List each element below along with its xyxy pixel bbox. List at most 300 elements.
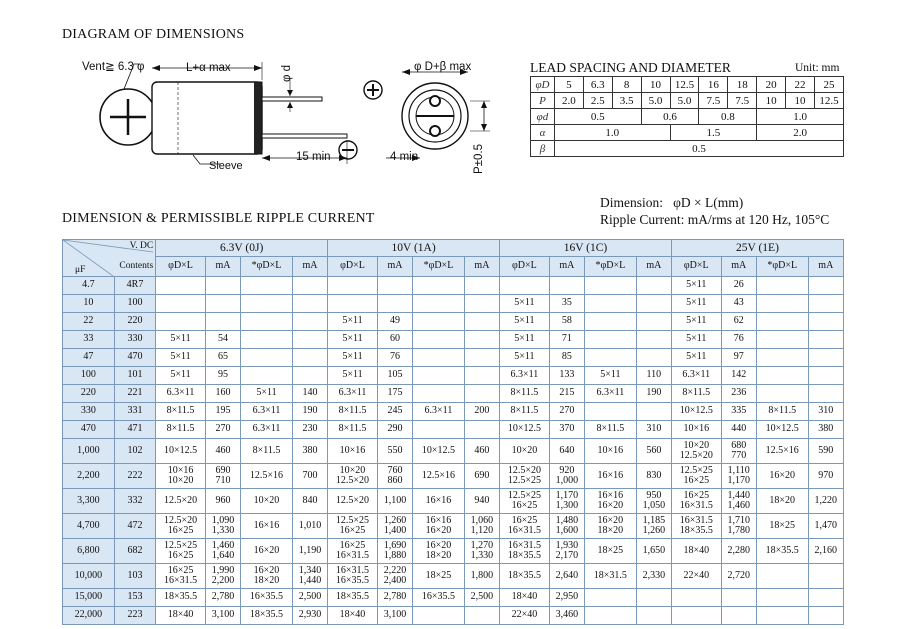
pitch-cell: 10 <box>786 93 815 109</box>
ripple-ma-cell: 1,170 1,300 <box>549 489 584 514</box>
size-cell <box>241 349 293 367</box>
lead-row-wire-diameter <box>531 109 844 125</box>
size-cell <box>756 331 808 349</box>
size-cell: 18×40 <box>500 589 550 607</box>
size-cell <box>671 589 721 607</box>
size-cell <box>756 607 808 625</box>
ripple-ma-cell: 1,990 2,200 <box>205 564 240 589</box>
size-cell: 12.5×20 <box>156 489 206 514</box>
capacitance-cell: 10,000 <box>63 564 115 589</box>
code-cell: 103 <box>114 564 155 589</box>
ripple-ma-cell: 1,090 1,330 <box>205 514 240 539</box>
size-cell: 22×40 <box>671 564 721 589</box>
ripple-ma-cell <box>464 349 499 367</box>
ripple-ma-cell <box>721 607 756 625</box>
pitch-cell: 2.5 <box>583 93 612 109</box>
ripple-ma-cell <box>292 277 327 295</box>
size-cell <box>756 313 808 331</box>
ripple-ma-cell: 160 <box>205 385 240 403</box>
ripple-ma-cell: 290 <box>377 421 412 439</box>
ripple-ma-cell <box>808 349 843 367</box>
ripple-ma-cell <box>808 313 843 331</box>
length-label: L+α max <box>186 62 231 74</box>
size-cell <box>241 331 293 349</box>
sub-header-cell: *φD×L <box>241 257 293 277</box>
sub-header-cell: mA <box>721 257 756 277</box>
size-cell <box>241 313 293 331</box>
ripple-ma-cell: 95 <box>205 367 240 385</box>
ripple-ma-cell: 2,930 <box>292 607 327 625</box>
ripple-ma-cell: 2,500 <box>464 589 499 607</box>
size-cell: 10×20 <box>241 489 293 514</box>
ripple-ma-cell: 65 <box>205 349 240 367</box>
ripple-ma-cell: 105 <box>377 367 412 385</box>
ripple-ma-cell: 560 <box>636 439 671 464</box>
size-cell: 18×35.5 <box>241 607 293 625</box>
size-cell: 12.5×20 12.5×25 <box>500 464 550 489</box>
ripple-ma-cell: 43 <box>721 295 756 313</box>
ripple-ma-cell: 1,190 <box>292 539 327 564</box>
ripple-ma-cell: 1,480 1,600 <box>549 514 584 539</box>
size-cell <box>156 277 206 295</box>
ripple-ma-cell: 440 <box>721 421 756 439</box>
size-cell: 5×11 <box>500 331 550 349</box>
sub-header-cell: mA <box>292 257 327 277</box>
end-view-lead-top <box>430 96 440 106</box>
ripple-ma-cell: 380 <box>292 439 327 464</box>
size-cell: 16×20 18×20 <box>241 564 293 589</box>
ripple-ma-cell <box>549 277 584 295</box>
lead-row-beta <box>531 141 844 157</box>
ripple-ma-cell <box>808 607 843 625</box>
size-cell: 5×11 <box>671 277 721 295</box>
diameter-cell: 22 <box>786 77 815 93</box>
size-cell: 16×35.5 <box>241 589 293 607</box>
ripple-ma-cell: 58 <box>549 313 584 331</box>
capacitance-cell: 47 <box>63 349 115 367</box>
size-cell: 8×11.5 <box>671 385 721 403</box>
lead-d-cell: 1.0 <box>757 109 844 125</box>
ripple-ma-cell <box>292 331 327 349</box>
ripple-ma-cell: 960 <box>205 489 240 514</box>
size-cell: 5×11 <box>671 349 721 367</box>
lead-d-cell: 0.6 <box>641 109 699 125</box>
size-cell: 5×11 <box>671 331 721 349</box>
diameter-cell: 25 <box>814 77 843 93</box>
size-cell: 10×12.5 <box>156 439 206 464</box>
ripple-ma-cell: 1,440 1,460 <box>721 489 756 514</box>
size-cell <box>241 277 293 295</box>
ripple-ma-cell: 54 <box>205 331 240 349</box>
ripple-ma-cell: 2,780 <box>377 589 412 607</box>
size-cell: 16×20 <box>756 464 808 489</box>
size-cell: 16×16 16×20 <box>584 489 636 514</box>
size-cell: 16×20 <box>241 539 293 564</box>
size-cell: 8×11.5 <box>328 403 378 421</box>
ripple-ma-cell: 460 <box>464 439 499 464</box>
size-cell <box>584 607 636 625</box>
ripple-ma-cell: 85 <box>549 349 584 367</box>
diameter-cell: 12.5 <box>670 77 699 93</box>
sub-header-cell: φD×L <box>328 257 378 277</box>
ripple-ma-cell: 3,100 <box>205 607 240 625</box>
capacitance-cell: 3,300 <box>63 489 115 514</box>
size-cell: 8×11.5 <box>584 421 636 439</box>
size-cell <box>328 277 378 295</box>
ripple-ma-cell: 1,110 1,170 <box>721 464 756 489</box>
ripple-ma-cell: 49 <box>377 313 412 331</box>
lead-row-label: φD <box>531 77 555 93</box>
code-cell: 682 <box>114 539 155 564</box>
table-row <box>63 439 844 464</box>
capacitance-cell: 6,800 <box>63 539 115 564</box>
size-cell: 16×25 16×31.5 <box>500 514 550 539</box>
ripple-ma-cell: 270 <box>549 403 584 421</box>
size-cell <box>328 295 378 313</box>
size-cell: 12.5×16 <box>756 439 808 464</box>
pitch-cell: 3.5 <box>612 93 641 109</box>
diameter-cell: 6.3 <box>583 77 612 93</box>
ripple-ma-cell: 370 <box>549 421 584 439</box>
size-cell: 18×40 <box>328 607 378 625</box>
size-cell: 18×40 <box>156 607 206 625</box>
ripple-ma-cell: 690 710 <box>205 464 240 489</box>
code-cell: 470 <box>114 349 155 367</box>
pitch-cell: 12.5 <box>814 93 843 109</box>
ripple-ma-cell: 335 <box>721 403 756 421</box>
size-cell: 8×11.5 <box>756 403 808 421</box>
ripple-ma-cell: 175 <box>377 385 412 403</box>
diameter-cell: 18 <box>728 77 757 93</box>
size-cell: 18×35.5 <box>500 564 550 589</box>
ripple-ma-cell: 35 <box>549 295 584 313</box>
capacitance-cell: 33 <box>63 331 115 349</box>
ripple-ma-cell: 1,010 <box>292 514 327 539</box>
size-cell: 5×11 <box>156 331 206 349</box>
pitch-cell: 5.0 <box>670 93 699 109</box>
ripple-ma-cell: 245 <box>377 403 412 421</box>
ripple-ma-cell <box>636 277 671 295</box>
size-cell: 8×11.5 <box>156 421 206 439</box>
phi-d-label: φ d <box>281 64 293 82</box>
size-cell <box>156 313 206 331</box>
size-cell: 16×25 16×31.5 <box>671 489 721 514</box>
lead-d-cell: 0.5 <box>554 109 641 125</box>
size-cell: 10×12.5 <box>671 403 721 421</box>
ripple-ma-cell <box>808 385 843 403</box>
ripple-ma-cell: 760 860 <box>377 464 412 489</box>
corner-uf: μF <box>75 264 86 275</box>
ripple-ma-cell <box>464 607 499 625</box>
size-cell: 16×31.5 16×35.5 <box>328 564 378 589</box>
ripple-ma-cell: 2,280 <box>721 539 756 564</box>
beta-cell: 0.5 <box>554 141 843 157</box>
size-cell <box>413 349 465 367</box>
capacitance-cell: 10 <box>63 295 115 313</box>
ripple-ma-cell: 1,650 <box>636 539 671 564</box>
size-cell: 12.5×25 16×25 <box>500 489 550 514</box>
size-cell: 5×11 <box>328 313 378 331</box>
size-cell: 5×11 <box>671 313 721 331</box>
size-cell: 5×11 <box>500 349 550 367</box>
capacitance-cell: 470 <box>63 421 115 439</box>
size-cell: 10×16 10×20 <box>156 464 206 489</box>
ripple-ma-cell: 1,220 <box>808 489 843 514</box>
size-cell: 18×25 <box>584 539 636 564</box>
ripple-ma-cell: 1,930 2,170 <box>549 539 584 564</box>
ripple-ma-cell: 195 <box>205 403 240 421</box>
sub-header-cell: mA <box>549 257 584 277</box>
diagram-title: DIAGRAM OF DIMENSIONS <box>62 27 245 42</box>
ripple-ma-cell <box>205 295 240 313</box>
size-cell: 8×11.5 <box>241 439 293 464</box>
sub-header-cell: mA <box>205 257 240 277</box>
ripple-ma-cell: 2,330 <box>636 564 671 589</box>
size-cell: 16×16 16×20 <box>413 514 465 539</box>
ripple-ma-cell: 236 <box>721 385 756 403</box>
ripple-ma-cell: 970 <box>808 464 843 489</box>
lead-row-pitch <box>531 93 844 109</box>
ripple-ma-cell: 830 <box>636 464 671 489</box>
table-row <box>63 403 844 421</box>
size-cell: 12.5×16 <box>241 464 293 489</box>
ripple-ma-cell: 1,710 1,780 <box>721 514 756 539</box>
ripple-ma-cell <box>636 607 671 625</box>
diameter-cell: 16 <box>699 77 728 93</box>
alpha-cell: 1.0 <box>554 125 670 141</box>
capacitance-cell: 2,200 <box>63 464 115 489</box>
alpha-cell: 1.5 <box>670 125 757 141</box>
ripple-ma-cell <box>464 367 499 385</box>
ripple-ma-cell <box>292 295 327 313</box>
table-row <box>63 367 844 385</box>
sleeve-label: Sleeve <box>209 160 243 172</box>
dimension-note: Dimension: φD × L(mm) <box>600 195 744 210</box>
lead-row-label: α <box>531 125 555 141</box>
ripple-ma-cell <box>292 349 327 367</box>
ripple-ma-cell <box>808 589 843 607</box>
sub-header-cell: φD×L <box>500 257 550 277</box>
sub-header-cell: mA <box>636 257 671 277</box>
table-row <box>63 385 844 403</box>
size-cell <box>584 403 636 421</box>
end-view-lead-bottom <box>430 126 440 136</box>
size-cell: 6.3×11 <box>241 403 293 421</box>
size-cell: 8×11.5 <box>500 403 550 421</box>
pitch-label: P±0.5 <box>473 144 485 174</box>
ripple-ma-cell: 71 <box>549 331 584 349</box>
size-cell <box>156 295 206 313</box>
pitch-cell: 7.5 <box>699 93 728 109</box>
size-cell: 5×11 <box>156 349 206 367</box>
size-cell <box>413 313 465 331</box>
size-cell <box>756 564 808 589</box>
ripple-ma-cell <box>636 295 671 313</box>
size-cell <box>413 277 465 295</box>
ripple-ma-cell: 1,340 1,440 <box>292 564 327 589</box>
vent-label: Vent≧ 6.3 φ <box>82 61 145 73</box>
ripple-ma-cell <box>808 277 843 295</box>
size-cell: 10×20 <box>500 439 550 464</box>
size-cell <box>413 607 465 625</box>
ripple-ma-cell: 2,780 <box>205 589 240 607</box>
ripple-ma-cell <box>636 403 671 421</box>
ripple-ma-cell <box>636 313 671 331</box>
corner-vdc: V. DC <box>129 241 154 251</box>
size-cell: 12.5×25 16×25 <box>671 464 721 489</box>
ripple-ma-cell: 110 <box>636 367 671 385</box>
ripple-ma-cell: 1,270 1,330 <box>464 539 499 564</box>
size-cell: 6.3×11 <box>413 403 465 421</box>
size-cell: 10×12.5 <box>756 421 808 439</box>
size-cell: 5×11 <box>156 367 206 385</box>
code-cell: 471 <box>114 421 155 439</box>
ripple-ma-cell <box>636 589 671 607</box>
sub-header-cell: φD×L <box>156 257 206 277</box>
size-cell: 16×25 16×31.5 <box>328 539 378 564</box>
ripple-ma-cell: 62 <box>721 313 756 331</box>
ripple-title: DIMENSION & PERMISSIBLE RIPPLE CURRENT <box>62 211 375 226</box>
size-cell <box>241 367 293 385</box>
ripple-ma-cell: 1,470 <box>808 514 843 539</box>
ripple-ma-cell <box>464 277 499 295</box>
ripple-ma-cell: 2,500 <box>292 589 327 607</box>
size-cell: 12.5×20 <box>328 489 378 514</box>
sub-header-cell: φD×L <box>671 257 721 277</box>
size-cell: 10×12.5 <box>500 421 550 439</box>
size-cell <box>413 367 465 385</box>
capacitance-cell: 15,000 <box>63 589 115 607</box>
ripple-ma-cell <box>808 367 843 385</box>
ripple-ma-cell: 1,185 1,260 <box>636 514 671 539</box>
size-cell: 6.3×11 <box>500 367 550 385</box>
size-cell: 10×12.5 <box>413 439 465 464</box>
ripple-ma-cell: 1,800 <box>464 564 499 589</box>
code-cell: 100 <box>114 295 155 313</box>
ripple-ma-cell: 950 1,050 <box>636 489 671 514</box>
lead-top <box>262 97 322 101</box>
pitch-cell: 5.0 <box>641 93 670 109</box>
pitch-cell: 2.0 <box>554 93 583 109</box>
ripple-ma-cell <box>636 331 671 349</box>
corner-contents: Contents <box>119 261 154 271</box>
pitch-cell: 7.5 <box>728 93 757 109</box>
ripple-ma-cell: 460 <box>205 439 240 464</box>
ripple-ma-cell <box>205 313 240 331</box>
ripple-ma-cell: 940 <box>464 489 499 514</box>
table-row <box>63 514 844 539</box>
diameter-cell: 5 <box>554 77 583 93</box>
table-row <box>63 421 844 439</box>
capacitor-body <box>152 82 262 154</box>
diameter-cell: 8 <box>612 77 641 93</box>
ripple-ma-cell: 2,950 <box>549 589 584 607</box>
ripple-ma-cell: 1,060 1,120 <box>464 514 499 539</box>
size-cell: 8×11.5 <box>500 385 550 403</box>
code-cell: 4R7 <box>114 277 155 295</box>
size-cell: 12.5×25 16×25 <box>156 539 206 564</box>
size-cell: 12.5×16 <box>413 464 465 489</box>
size-cell: 16×20 18×20 <box>584 514 636 539</box>
sub-header-cell: *φD×L <box>584 257 636 277</box>
ripple-ma-cell <box>205 277 240 295</box>
table-row <box>63 313 844 331</box>
size-cell: 16×35.5 <box>413 589 465 607</box>
code-cell: 220 <box>114 313 155 331</box>
size-cell: 6.3×11 <box>328 385 378 403</box>
size-cell: 16×20 18×20 <box>413 539 465 564</box>
ripple-ma-cell: 215 <box>549 385 584 403</box>
capacitor-end <box>254 82 262 154</box>
size-cell <box>241 295 293 313</box>
ripple-ma-cell: 2,220 2,400 <box>377 564 412 589</box>
size-cell <box>584 313 636 331</box>
ripple-ma-cell: 590 <box>808 439 843 464</box>
code-cell: 223 <box>114 607 155 625</box>
code-cell: 331 <box>114 403 155 421</box>
size-cell <box>413 331 465 349</box>
ripple-ma-cell: 26 <box>721 277 756 295</box>
table-row <box>63 589 844 607</box>
size-cell: 10×20 12.5×20 <box>671 439 721 464</box>
lead-unit: Unit: mm <box>795 62 840 74</box>
ripple-ma-cell: 680 770 <box>721 439 756 464</box>
table-row <box>63 349 844 367</box>
ripple-ma-cell <box>464 331 499 349</box>
ripple-ma-cell <box>808 295 843 313</box>
table-row <box>63 607 844 625</box>
ripple-ma-cell: 60 <box>377 331 412 349</box>
code-cell: 472 <box>114 514 155 539</box>
size-cell <box>584 295 636 313</box>
size-cell: 10×16 <box>584 439 636 464</box>
ripple-ma-cell <box>464 313 499 331</box>
ripple-ma-cell <box>377 277 412 295</box>
lead-title: LEAD SPACING AND DIAMETER <box>530 60 731 75</box>
table-row <box>63 564 844 589</box>
ripple-ma-cell <box>464 421 499 439</box>
size-cell: 5×11 <box>328 367 378 385</box>
ripple-ma-cell: 133 <box>549 367 584 385</box>
size-cell: 16×31.5 18×35.5 <box>671 514 721 539</box>
alpha-cell: 2.0 <box>757 125 844 141</box>
capacitance-cell: 100 <box>63 367 115 385</box>
code-cell: 101 <box>114 367 155 385</box>
code-cell: 102 <box>114 439 155 464</box>
min15-label: 15 min <box>296 151 331 163</box>
size-cell: 5×11 <box>671 295 721 313</box>
table-row <box>63 295 844 313</box>
ripple-ma-cell: 690 <box>464 464 499 489</box>
ripple-ma-cell: 550 <box>377 439 412 464</box>
table-row <box>63 539 844 564</box>
size-cell <box>413 295 465 313</box>
size-cell: 5×11 <box>328 331 378 349</box>
capacitance-cell: 220 <box>63 385 115 403</box>
ripple-ma-cell: 310 <box>808 403 843 421</box>
lead-row-alpha <box>531 125 844 141</box>
size-cell: 5×11 <box>241 385 293 403</box>
sub-header-cell: *φD×L <box>756 257 808 277</box>
ripple-ma-cell <box>721 589 756 607</box>
capacitance-cell: 330 <box>63 403 115 421</box>
size-cell: 6.3×11 <box>241 421 293 439</box>
ripple-ma-cell: 380 <box>808 421 843 439</box>
size-cell: 12.5×25 16×25 <box>328 514 378 539</box>
size-cell: 22×40 <box>500 607 550 625</box>
size-cell <box>756 589 808 607</box>
lead-row-label: β <box>531 141 555 157</box>
